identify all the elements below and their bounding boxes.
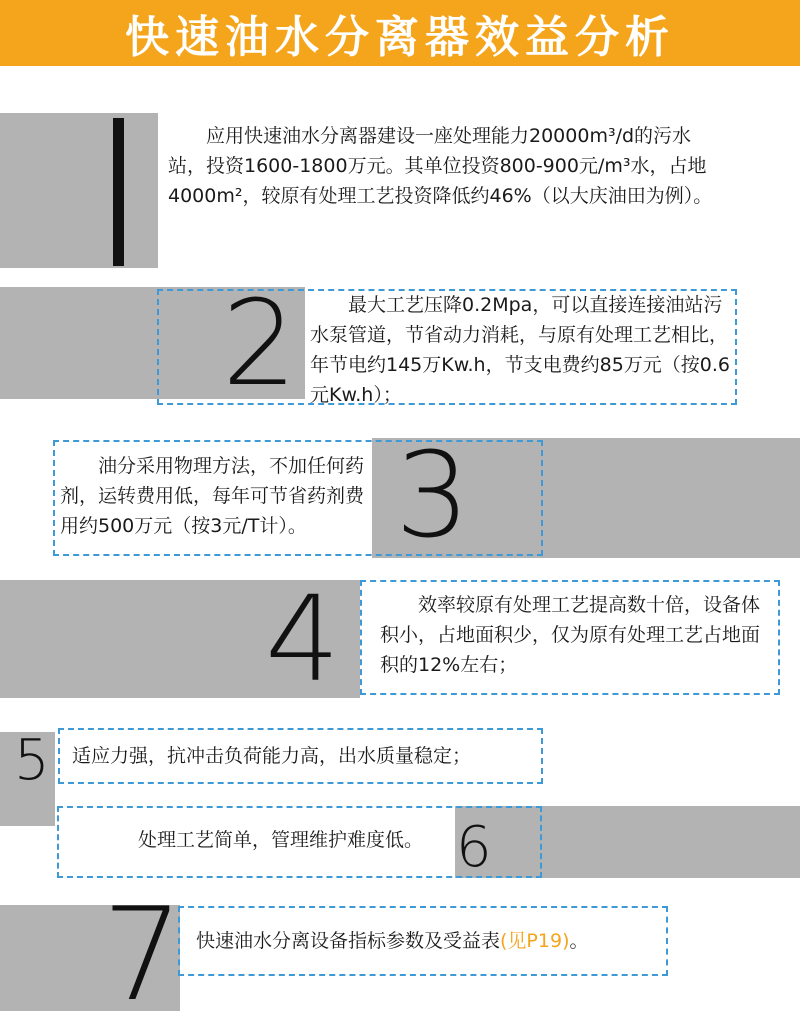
section-6-number: 6 xyxy=(456,815,492,880)
section-6-text: 处理工艺简单，管理维护难度低。 xyxy=(138,829,424,851)
section-7-text xyxy=(196,926,656,956)
section-7-page-link[interactable]: (见P19) xyxy=(500,930,570,952)
section-1-text: 应用快速油水分离器建设一座处理能力20000m³/d的污水站，投资1600-1800万元。其单位投资800-900元/m³水，占地4000m²，较原有处理工艺投资降低约46%（以大庆油田为例）。 xyxy=(168,125,713,207)
section-4-number: 4 xyxy=(265,570,341,708)
section-1-number xyxy=(113,118,124,266)
section-7-label: 快速油水分离设备指标参数及受益表 xyxy=(196,930,501,952)
section-5-number: 5 xyxy=(14,728,50,793)
title-banner xyxy=(0,0,800,66)
section-2-number: 2 xyxy=(222,274,298,412)
section-2-text: 最大工艺压降0.2Mpa，可以直接连接油站污水泵管道，节省动力消耗，与原有处理工艺相比，年节电约145万Kw.h，节支电费约85万元（按0.6元Kw.h）； xyxy=(310,294,730,406)
section-3-text: 油分采用物理方法，不加任何药剂，运转费用低，每年可节省药剂费用约500万元（按3元/T计）。 xyxy=(60,455,365,537)
page-title: 快速油水分离器效益分析 xyxy=(125,12,675,63)
section-7-end: 。 xyxy=(569,930,589,952)
section-7-number: 7 xyxy=(102,881,184,1011)
section-1-gray-block xyxy=(0,113,158,268)
section-4-text: 效率较原有处理工艺提高数十倍，设备体积小，占地面积少，仅为原有处理工艺占地面积的12%左右； xyxy=(380,594,761,676)
section-5-text: 适应力强，抗冲击负荷能力高，出水质量稳定； xyxy=(72,745,472,767)
section-3-number: 3 xyxy=(395,426,471,564)
